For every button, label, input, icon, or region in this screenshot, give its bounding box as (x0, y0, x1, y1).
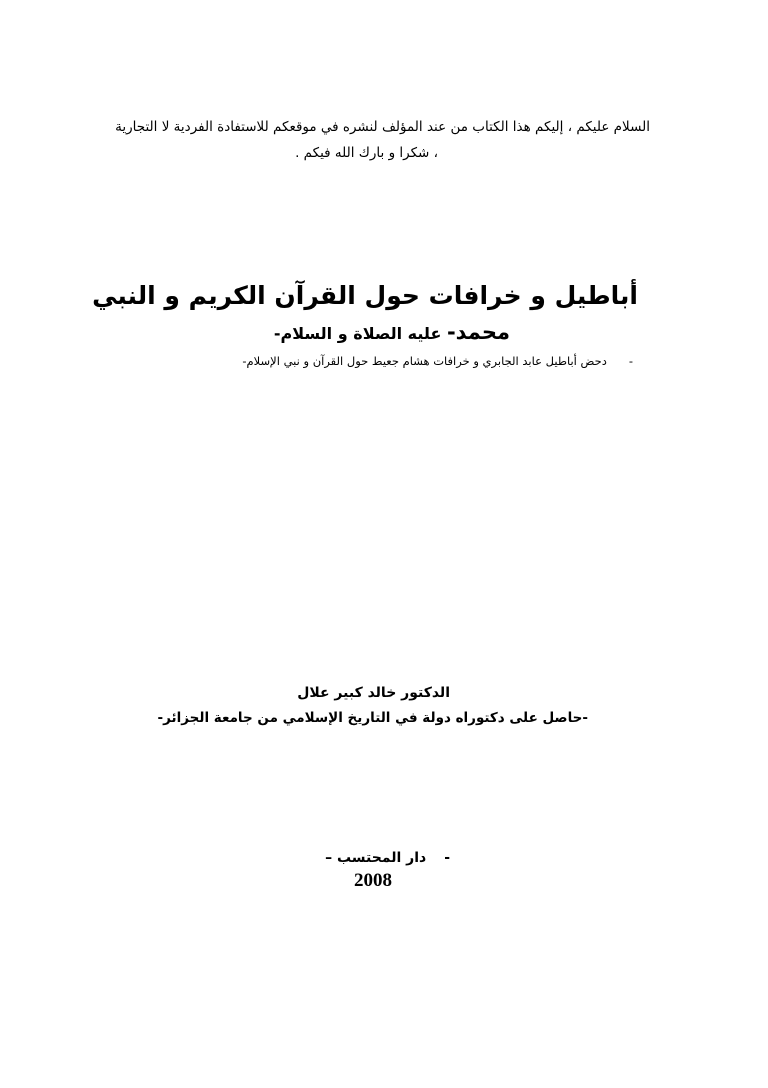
publisher-name: دار المحتسب – (325, 850, 427, 866)
subtitle-bullet (242, 352, 633, 370)
book-subtitle (274, 318, 510, 348)
intro-line-1: السلام عليكم ، إليكم هذا الكتاب من عند المؤلف لنشره في موقعكم للاستفادة الفردية لا التجارية (115, 119, 650, 135)
bullet-dash: - (628, 354, 633, 368)
publisher-dash: - (444, 850, 450, 866)
subtitle-blessing: عليه الصلاة و السلام- (273, 324, 447, 343)
publisher-line (325, 847, 450, 869)
author-degree: -حاصل على دكتوراه دولة في التاريخ الإسلامي من جامعة الجزائر- (157, 710, 588, 726)
subtitle-prophet-name: محمد- (446, 320, 510, 344)
author-name: الدكتور خالد كبير علال (297, 685, 450, 701)
intro-line-2: ، شكرا و بارك الله فيكم . (295, 145, 438, 161)
publication-year: 2008 (354, 870, 392, 891)
book-title: أباطيل و خرافات حول القرآن الكريم و النبي (92, 281, 638, 310)
bullet-text: دحض أباطيل عابد الجابري و خرافات هشام جعيط حول القرآن و نبي الإسلام- (242, 354, 607, 368)
